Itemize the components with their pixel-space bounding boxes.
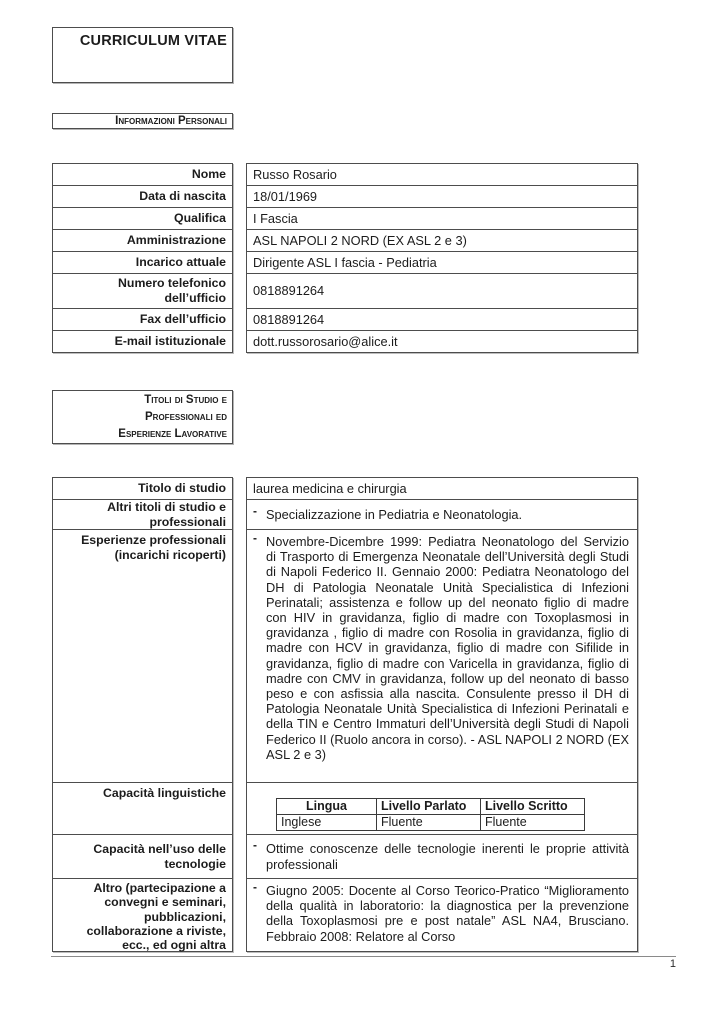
row-label: Incarico attuale: [52, 251, 233, 274]
column-gap: [233, 878, 246, 952]
row-label: Fax dell’ufficio: [52, 308, 233, 331]
studies-experience-table: [52, 477, 638, 952]
footer-divider: [51, 956, 676, 957]
table-row: [52, 529, 638, 783]
row-value: I Fascia: [246, 207, 638, 230]
language-cell: Inglese: [277, 815, 377, 831]
row-label: Titolo di studio: [52, 477, 233, 500]
languages-data-row: [277, 815, 585, 831]
language-header-cell: Livello Parlato: [377, 799, 481, 815]
table-row: [52, 273, 638, 309]
row-label: Numero telefonico dell’ufficio: [52, 273, 233, 309]
section-label: Informazioni Personali: [115, 115, 227, 127]
bullet-text: Giugno 2005: Docente al Corso Teorico-Pratico “Miglioramento della qualità in laboratorio: la diagnostica per la prevenzione della Toxoplasmosi pre e post natale” ASL NA4, Brusciano. Febbraio 2008: Relatore al Corso: [266, 883, 629, 944]
row-value: laurea medicina e chirurgia: [246, 477, 638, 500]
row-value: Russo Rosario: [246, 163, 638, 186]
table-row: [52, 251, 638, 274]
column-gap: [233, 251, 246, 274]
dash-bullet-icon: -: [253, 838, 257, 853]
table-row: [52, 477, 638, 500]
language-header-cell: Livello Scritto: [481, 799, 585, 815]
column-gap: [233, 163, 246, 186]
column-gap: [233, 330, 246, 353]
cv-title-box: [52, 27, 233, 83]
section-titoli-di-studio: [52, 390, 233, 444]
table-row: [52, 499, 638, 530]
language-header-cell: Lingua: [277, 799, 377, 815]
section-informazioni-personali: [52, 113, 233, 129]
personal-info-table: [52, 163, 638, 353]
languages-table: [276, 798, 585, 831]
bullet-text: Novembre-Dicembre 1999: Pediatra Neonatologo del Servizio di Trasporto di Emergenza Neonatale dell’Università degli Studi di Napoli Federico II. Gennaio 2000: Pediatra Neonatologo del DH di Patologia Neonatale Unità Specialistica di Infezioni Perinatali; assistenza e follow up del neonato figlio di madre con HIV in gravidanza, figlio di madre con Toxoplasmosi in gravidanza , figlio di madre con Rosolia in gravidanza, figlio di madre con HCV in gravidanza, figlio di madre con Sifilide in gravidanza, figlio di madre con Varicella in gravidanza, figlio di madre con CMV in gravidanza, follow up del neonato di basso peso e con asfissia alla nascita. Consulente presso il DH di Patologia Neonatale Unità Specialistica di Infezioni Perinatali e della TIN e Centro Immaturi dell’Università degli Studi di Napoli Federico II (Ruolo ancora in corso). - ASL NAPOLI 2 NORD (EX ASL 2 e 3): [266, 534, 629, 762]
row-label: Qualifica: [52, 207, 233, 230]
row-value: 0818891264: [246, 308, 638, 331]
column-gap: [233, 499, 246, 530]
languages-header-row: [277, 799, 585, 815]
dash-bullet-icon: -: [253, 503, 257, 518]
bullet-text: Ottime conoscenze delle tecnologie inerenti le proprie attività professionali: [266, 841, 629, 872]
row-value: [246, 834, 638, 879]
table-row: [52, 229, 638, 252]
table-row: [52, 834, 638, 879]
page-number: 1: [669, 958, 676, 970]
row-value: dott.russorosario@alice.it: [246, 330, 638, 353]
column-gap: [233, 782, 246, 835]
row-value: [246, 529, 638, 783]
table-row: [52, 163, 638, 186]
column-gap: [233, 273, 246, 309]
column-gap: [233, 229, 246, 252]
row-label: Amministrazione: [52, 229, 233, 252]
table-row: [52, 782, 638, 835]
table-row: [52, 878, 638, 952]
bullet-text: Specializzazione in Pediatria e Neonatologia.: [266, 506, 523, 522]
row-label: E-mail istituzionale: [52, 330, 233, 353]
dash-bullet-icon: -: [253, 880, 257, 894]
row-label: Nome: [52, 163, 233, 186]
table-row: [52, 308, 638, 331]
row-value: ASL NAPOLI 2 NORD (EX ASL 2 e 3): [246, 229, 638, 252]
column-gap: [233, 529, 246, 783]
section-label-line: Professionali ed: [145, 411, 227, 423]
column-gap: [233, 185, 246, 208]
column-gap: [233, 308, 246, 331]
table-row: [52, 207, 638, 230]
section-label-line: Esperienze Lavorative: [118, 428, 227, 440]
row-label: Data di nascita: [52, 185, 233, 208]
table-row: [52, 185, 638, 208]
section-label-line: Titoli di Studio e: [144, 394, 227, 406]
row-label: Capacità nell’uso delle tecnologie: [52, 834, 233, 879]
table-row: [52, 330, 638, 353]
row-value: 0818891264: [246, 273, 638, 309]
row-label: Altri titoli di studio e professionali: [52, 499, 233, 530]
column-gap: [233, 477, 246, 500]
row-label: Capacità linguistiche: [52, 782, 233, 835]
row-label: Altro (partecipazione a convegni e seminari, pubblicazioni, collaborazione a riviste, ecc., ed ogni altra: [52, 878, 233, 952]
dash-bullet-icon: -: [253, 531, 257, 545]
language-cell: Fluente: [377, 815, 481, 831]
row-value: [246, 878, 638, 952]
row-value: Dirigente ASL I fascia - Pediatria: [246, 251, 638, 274]
row-value: [246, 782, 638, 835]
row-value: [246, 499, 638, 530]
column-gap: [233, 207, 246, 230]
language-cell: Fluente: [481, 815, 585, 831]
row-label: Esperienze professionali (incarichi ricoperti): [52, 529, 233, 783]
column-gap: [233, 834, 246, 879]
row-value: 18/01/1969: [246, 185, 638, 208]
page-title: CURRICULUM VITAE: [79, 33, 227, 49]
